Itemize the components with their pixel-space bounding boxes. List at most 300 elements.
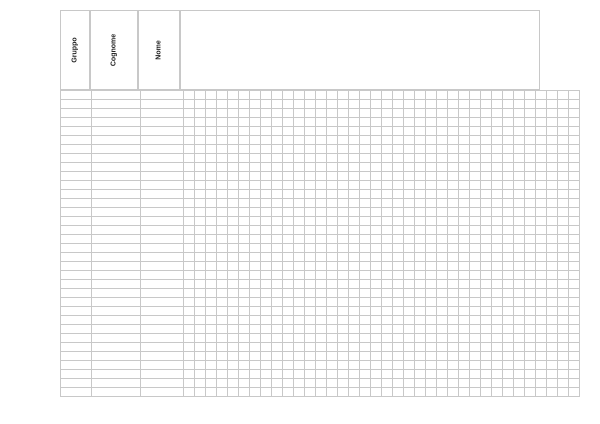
table-cell: [283, 325, 294, 334]
table-cell: [514, 217, 525, 226]
table-cell: [228, 325, 239, 334]
table-cell: [338, 307, 349, 316]
table-cell: [536, 199, 547, 208]
table-cell: [503, 334, 514, 343]
table-cell: [327, 298, 338, 307]
table-cell: [294, 217, 305, 226]
table-cell: [349, 298, 360, 307]
table-cell: [338, 361, 349, 370]
table-cell: [459, 334, 470, 343]
table-cell: [360, 370, 371, 379]
table-cell: [470, 109, 481, 118]
table-cell: [426, 118, 437, 127]
table-cell: [338, 271, 349, 280]
table-cell: [536, 307, 547, 316]
table-cell: [195, 298, 206, 307]
table-cell: [371, 370, 382, 379]
table-row: [61, 154, 580, 163]
table-cell: [492, 370, 503, 379]
table-cell: [525, 172, 536, 181]
table-cell: [92, 235, 141, 244]
table-cell: [360, 181, 371, 190]
table-cell: [514, 253, 525, 262]
table-cell: [349, 307, 360, 316]
table-cell: [470, 136, 481, 145]
table-cell: [360, 388, 371, 397]
table-cell: [393, 100, 404, 109]
table-cell: [338, 298, 349, 307]
table-row: [61, 208, 580, 217]
table-cell: [327, 316, 338, 325]
table-cell: [536, 262, 547, 271]
table-cell: [305, 298, 316, 307]
table-cell: [360, 190, 371, 199]
table-cell: [393, 388, 404, 397]
table-cell: [547, 361, 558, 370]
table-cell: [61, 343, 92, 352]
table-cell: [415, 361, 426, 370]
table-cell: [470, 154, 481, 163]
table-cell: [349, 199, 360, 208]
table-cell: [360, 307, 371, 316]
table-cell: [92, 118, 141, 127]
table-cell: [92, 190, 141, 199]
table-cell: [217, 244, 228, 253]
table-cell: [61, 217, 92, 226]
table-cell: [514, 163, 525, 172]
table-cell: [239, 163, 250, 172]
table-cell: [338, 316, 349, 325]
table-cell: [195, 172, 206, 181]
table-cell: [470, 100, 481, 109]
table-cell: [503, 91, 514, 100]
table-cell: [272, 91, 283, 100]
table-cell: [239, 361, 250, 370]
table-cell: [206, 127, 217, 136]
table-cell: [349, 127, 360, 136]
table-cell: [514, 343, 525, 352]
table-cell: [349, 109, 360, 118]
table-cell: [536, 172, 547, 181]
table-cell: [459, 244, 470, 253]
table-cell: [283, 244, 294, 253]
table-cell: [305, 181, 316, 190]
table-cell: [547, 334, 558, 343]
table-cell: [184, 136, 195, 145]
table-cell: [393, 145, 404, 154]
table-cell: [382, 145, 393, 154]
table-cell: [404, 109, 415, 118]
table-cell: [239, 262, 250, 271]
table-cell: [558, 334, 569, 343]
table-cell: [206, 181, 217, 190]
table-cell: [360, 145, 371, 154]
table-cell: [393, 226, 404, 235]
table-cell: [228, 334, 239, 343]
table-cell: [404, 199, 415, 208]
table-cell: [349, 334, 360, 343]
table-cell: [371, 325, 382, 334]
table-cell: [338, 181, 349, 190]
table-cell: [404, 127, 415, 136]
table-cell: [141, 172, 184, 181]
table-cell: [371, 244, 382, 253]
table-cell: [470, 280, 481, 289]
table-cell: [250, 298, 261, 307]
table-cell: [195, 370, 206, 379]
table-cell: [141, 100, 184, 109]
table-cell: [448, 91, 459, 100]
table-cell: [141, 334, 184, 343]
table-cell: [184, 280, 195, 289]
table-cell: [437, 361, 448, 370]
table-cell: [371, 271, 382, 280]
table-cell: [393, 316, 404, 325]
table-cell: [338, 127, 349, 136]
table-cell: [239, 298, 250, 307]
table-cell: [261, 190, 272, 199]
table-cell: [448, 388, 459, 397]
table-cell: [141, 208, 184, 217]
table-cell: [92, 343, 141, 352]
table-cell: [382, 127, 393, 136]
table-cell: [404, 325, 415, 334]
table-cell: [393, 118, 404, 127]
table-cell: [503, 307, 514, 316]
table-cell: [393, 199, 404, 208]
table-cell: [404, 154, 415, 163]
table-cell: [437, 199, 448, 208]
table-cell: [61, 361, 92, 370]
table-cell: [492, 325, 503, 334]
table-cell: [503, 343, 514, 352]
table-cell: [239, 109, 250, 118]
table-cell: [61, 172, 92, 181]
table-cell: [426, 307, 437, 316]
table-cell: [459, 91, 470, 100]
table-cell: [437, 118, 448, 127]
table-cell: [92, 298, 141, 307]
table-cell: [250, 271, 261, 280]
table-cell: [503, 226, 514, 235]
table-cell: [525, 253, 536, 262]
table-cell: [283, 118, 294, 127]
table-cell: [327, 307, 338, 316]
table-cell: [503, 136, 514, 145]
table-cell: [525, 298, 536, 307]
table-cell: [525, 379, 536, 388]
table-cell: [393, 298, 404, 307]
table-cell: [261, 262, 272, 271]
table-cell: [349, 388, 360, 397]
table-cell: [437, 325, 448, 334]
table-cell: [558, 208, 569, 217]
table-cell: [503, 379, 514, 388]
table-cell: [184, 190, 195, 199]
table-row: [61, 118, 580, 127]
table-row: [61, 127, 580, 136]
table-cell: [184, 316, 195, 325]
table-cell: [448, 325, 459, 334]
table-cell: [250, 226, 261, 235]
table-cell: [217, 316, 228, 325]
table-cell: [294, 199, 305, 208]
table-cell: [404, 217, 415, 226]
table-cell: [206, 190, 217, 199]
table-cell: [349, 262, 360, 271]
table-cell: [569, 127, 580, 136]
table-cell: [470, 217, 481, 226]
table-cell: [92, 181, 141, 190]
table-cell: [316, 154, 327, 163]
table-cell: [316, 199, 327, 208]
table-cell: [503, 244, 514, 253]
table-cell: [371, 217, 382, 226]
table-cell: [349, 244, 360, 253]
header-name-label: Nome: [155, 40, 163, 60]
table-cell: [459, 127, 470, 136]
table-cell: [470, 145, 481, 154]
table-cell: [503, 172, 514, 181]
table-cell: [141, 118, 184, 127]
table-cell: [404, 262, 415, 271]
table-cell: [558, 388, 569, 397]
table-cell: [338, 325, 349, 334]
table-cell: [217, 343, 228, 352]
table-cell: [404, 379, 415, 388]
table-cell: [272, 199, 283, 208]
table-cell: [272, 379, 283, 388]
table-cell: [393, 280, 404, 289]
table-cell: [492, 163, 503, 172]
table-cell: [261, 334, 272, 343]
table-cell: [525, 91, 536, 100]
table-cell: [547, 127, 558, 136]
table-cell: [470, 190, 481, 199]
table-cell: [536, 325, 547, 334]
table-cell: [503, 163, 514, 172]
table-cell: [558, 379, 569, 388]
table-cell: [184, 118, 195, 127]
table-cell: [239, 127, 250, 136]
table-cell: [536, 118, 547, 127]
table-cell: [294, 388, 305, 397]
table-cell: [349, 145, 360, 154]
table-cell: [338, 163, 349, 172]
table-cell: [327, 127, 338, 136]
table-cell: [492, 226, 503, 235]
table-cell: [206, 361, 217, 370]
table-cell: [459, 145, 470, 154]
table-cell: [525, 244, 536, 253]
table-cell: [514, 208, 525, 217]
table-cell: [536, 343, 547, 352]
table-cell: [217, 163, 228, 172]
table-cell: [514, 289, 525, 298]
table-cell: [437, 379, 448, 388]
table-cell: [382, 226, 393, 235]
table-cell: [448, 145, 459, 154]
table-cell: [272, 109, 283, 118]
table-cell: [569, 217, 580, 226]
table-cell: [459, 190, 470, 199]
table-cell: [316, 271, 327, 280]
table-cell: [459, 235, 470, 244]
table-cell: [206, 217, 217, 226]
table-cell: [327, 262, 338, 271]
table-row: [61, 163, 580, 172]
table-cell: [371, 289, 382, 298]
table-cell: [437, 181, 448, 190]
table-cell: [536, 334, 547, 343]
table-cell: [283, 271, 294, 280]
table-cell: [459, 253, 470, 262]
table-cell: [195, 181, 206, 190]
table-cell: [195, 289, 206, 298]
table-cell: [459, 298, 470, 307]
table-cell: [228, 352, 239, 361]
table-cell: [272, 208, 283, 217]
table-cell: [558, 217, 569, 226]
table-cell: [569, 109, 580, 118]
table-cell: [228, 91, 239, 100]
table-cell: [92, 217, 141, 226]
table-cell: [61, 325, 92, 334]
table-cell: [239, 325, 250, 334]
table-cell: [415, 325, 426, 334]
table-cell: [492, 190, 503, 199]
table-cell: [283, 253, 294, 262]
table-cell: [492, 136, 503, 145]
table-cell: [470, 163, 481, 172]
table-cell: [371, 154, 382, 163]
table-cell: [327, 235, 338, 244]
table-cell: [382, 154, 393, 163]
table-cell: [184, 244, 195, 253]
table-cell: [206, 352, 217, 361]
table-cell: [393, 91, 404, 100]
table-cell: [239, 352, 250, 361]
table-cell: [503, 352, 514, 361]
table-cell: [228, 370, 239, 379]
table-cell: [437, 388, 448, 397]
table-cell: [338, 208, 349, 217]
table-cell: [459, 118, 470, 127]
table-cell: [426, 163, 437, 172]
table-cell: [371, 262, 382, 271]
table-cell: [92, 127, 141, 136]
table-cell: [184, 154, 195, 163]
table-cell: [459, 172, 470, 181]
table-cell: [547, 244, 558, 253]
table-cell: [547, 109, 558, 118]
table-cell: [437, 91, 448, 100]
table-cell: [217, 289, 228, 298]
table-cell: [184, 91, 195, 100]
table-cell: [426, 352, 437, 361]
table-cell: [239, 217, 250, 226]
table-cell: [206, 370, 217, 379]
table-cell: [426, 361, 437, 370]
table-cell: [305, 217, 316, 226]
table-cell: [514, 316, 525, 325]
table-cell: [228, 217, 239, 226]
table-cell: [514, 190, 525, 199]
table-cell: [393, 190, 404, 199]
table-cell: [514, 199, 525, 208]
table-cell: [141, 361, 184, 370]
table-cell: [184, 253, 195, 262]
table-cell: [250, 163, 261, 172]
table-cell: [61, 154, 92, 163]
table-cell: [272, 118, 283, 127]
table-cell: [492, 244, 503, 253]
table-cell: [206, 208, 217, 217]
table-row: [61, 388, 580, 397]
table-cell: [481, 100, 492, 109]
table-cell: [141, 244, 184, 253]
table-cell: [250, 136, 261, 145]
table-cell: [195, 343, 206, 352]
table-cell: [514, 244, 525, 253]
table-cell: [360, 289, 371, 298]
table-cell: [448, 154, 459, 163]
table-cell: [393, 154, 404, 163]
table-cell: [569, 271, 580, 280]
table-cell: [415, 109, 426, 118]
table-cell: [558, 262, 569, 271]
table-cell: [503, 316, 514, 325]
header-surname-label: Cognome: [110, 33, 118, 67]
table-cell: [217, 154, 228, 163]
table-cell: [272, 235, 283, 244]
table-cell: [448, 307, 459, 316]
table-cell: [569, 370, 580, 379]
table-cell: [61, 235, 92, 244]
table-cell: [525, 352, 536, 361]
table-cell: [239, 280, 250, 289]
table-cell: [404, 352, 415, 361]
table-row: [61, 226, 580, 235]
table-cell: [547, 280, 558, 289]
table-cell: [360, 226, 371, 235]
table-cell: [327, 163, 338, 172]
table-cell: [415, 253, 426, 262]
table-cell: [228, 262, 239, 271]
table-cell: [360, 361, 371, 370]
table-cell: [569, 154, 580, 163]
table-cell: [404, 307, 415, 316]
table-cell: [327, 190, 338, 199]
table-cell: [426, 199, 437, 208]
table-cell: [239, 91, 250, 100]
table-cell: [547, 181, 558, 190]
table-cell: [481, 118, 492, 127]
table-cell: [195, 316, 206, 325]
table-cell: [261, 127, 272, 136]
table-cell: [261, 370, 272, 379]
table-cell: [415, 145, 426, 154]
table-cell: [415, 91, 426, 100]
table-cell: [338, 235, 349, 244]
table-cell: [141, 91, 184, 100]
table-cell: [294, 289, 305, 298]
table-cell: [481, 172, 492, 181]
table-cell: [338, 262, 349, 271]
table-cell: [141, 280, 184, 289]
table-cell: [382, 280, 393, 289]
table-cell: [217, 118, 228, 127]
